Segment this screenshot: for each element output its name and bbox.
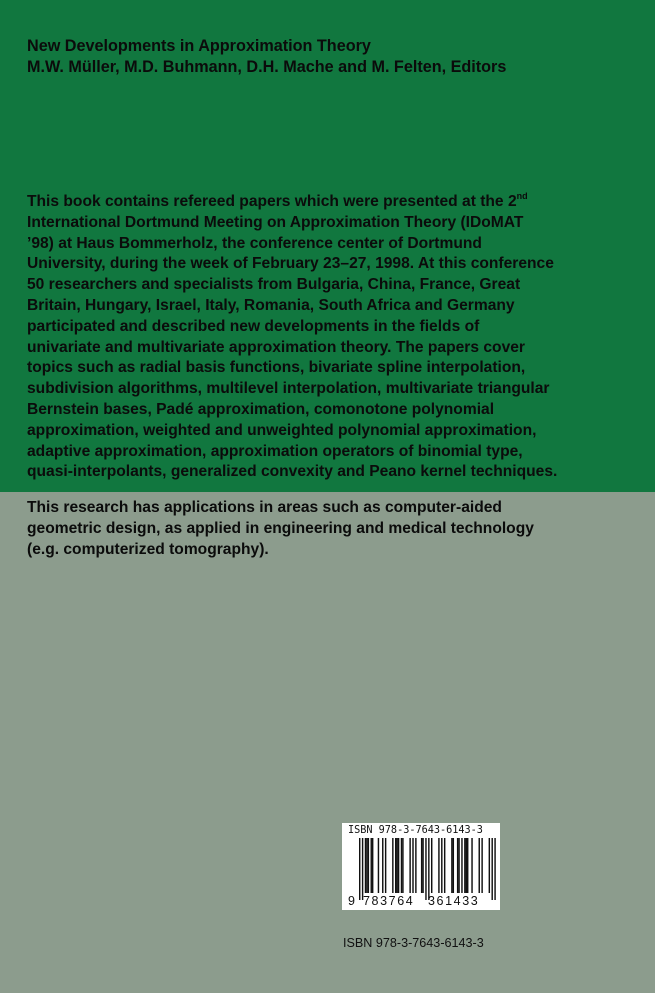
barcode-bar [431,838,432,893]
barcode-bar [457,838,458,893]
barcode-bar [464,838,465,893]
ordinal-superscript: nd [516,191,528,201]
isbn-barcode [342,823,500,910]
barcode-bar [392,838,393,893]
barcode-bar [421,838,422,893]
description-line-text: This book contains refereed papers which were presented at the 2 [27,193,517,210]
barcode-bar [451,838,452,893]
barcode-bar [425,838,426,900]
description-line: univariate and multivariate approximation theory. The papers cover [27,338,525,356]
barcode-bar [398,838,399,893]
barcode-bar [366,838,367,893]
barcode-bar [494,838,495,900]
barcode-bar [395,838,396,893]
barcode-bar [491,838,492,900]
applications-line: geometric design, as applied in engineering and medical technology [27,519,534,537]
barcode-left-digits: 783764 [363,894,415,908]
barcode-bar [365,838,366,893]
description-line: quasi-interpolants, generalized convexity and Peano kernel techniques. [27,463,558,481]
description-line: topics such as radial basis functions, bivariate spline interpolation, [27,359,526,377]
description-line: subdivision algorithms, multilevel interpolation, multivariate triangular [27,380,550,398]
description-line: ’98) at Haus Bommerholz, the conference center of Dortmund [27,234,482,252]
applications-paragraph [27,498,639,560]
barcode-bar [385,838,386,893]
barcode-digits [342,893,500,909]
barcode-bar [458,838,459,893]
barcode-bar [372,838,373,893]
barcode-bar [415,838,416,893]
barcode-bar [396,838,397,893]
barcode-isbn-text: ISBN 978-3-7643-6143-3 [348,825,483,836]
description-line: participated and described new developments in the fields of [27,317,480,335]
barcode-bar [444,838,445,893]
barcode-bar [453,838,454,893]
barcode-bar [402,838,403,893]
barcode-bar [466,838,467,893]
isbn-number: ISBN 978-3-7643-6143-3 [343,936,484,950]
barcode-bar [422,838,423,893]
barcode-bar [441,838,442,893]
description-line: 50 researchers and specialists from Bulgaria, China, France, Great [27,276,521,294]
book-editors: M.W. Müller, M.D. Buhmann, D.H. Mache and M. Felten, Editors [27,58,507,76]
description-line: approximation, weighted and unweighted polynomial approximation, [27,421,537,439]
barcode-right-digits: 361433 [428,894,480,908]
barcode-bar [438,838,439,893]
barcode-bar [382,838,383,893]
barcode-first-digit: 9 [348,894,355,908]
barcode-bar [481,838,482,893]
description-line: International Dortmund Meeting on Approximation Theory (IDoMAT [27,213,524,231]
applications-line: This research has applications in areas such as computer-aided [27,499,502,516]
description-line: University, during the week of February 23–27, 1998. At this conference [27,255,554,273]
barcode-bar [489,838,490,893]
book-title: New Developments in Approximation Theory [27,37,371,55]
barcode-bar [412,838,413,893]
barcode-bar [428,838,429,900]
title-block [27,36,637,78]
cover-bottom-panel [0,492,655,993]
barcode-bar [371,838,372,893]
barcode-bar [401,838,402,893]
barcode-bar [409,838,410,893]
barcode-bar [359,838,360,900]
barcode-bar [378,838,379,893]
description-line: adaptive approximation, approximation operators of binomial type, [27,442,523,460]
barcode-bar [471,838,472,893]
barcode-bar [461,838,462,893]
applications-line: (e.g. computerized tomography). [27,540,269,558]
barcode-bar [467,838,468,893]
book-description [27,192,639,483]
description-line [27,192,639,213]
barcode-bar [362,838,363,900]
description-line: Britain, Hungary, Israel, Italy, Romania, South Africa and Germany [27,296,515,314]
barcode-bar [368,838,369,893]
description-line: Bernstein bases, Padé approximation, comonotone polynomial [27,400,495,418]
barcode-bar [479,838,480,893]
